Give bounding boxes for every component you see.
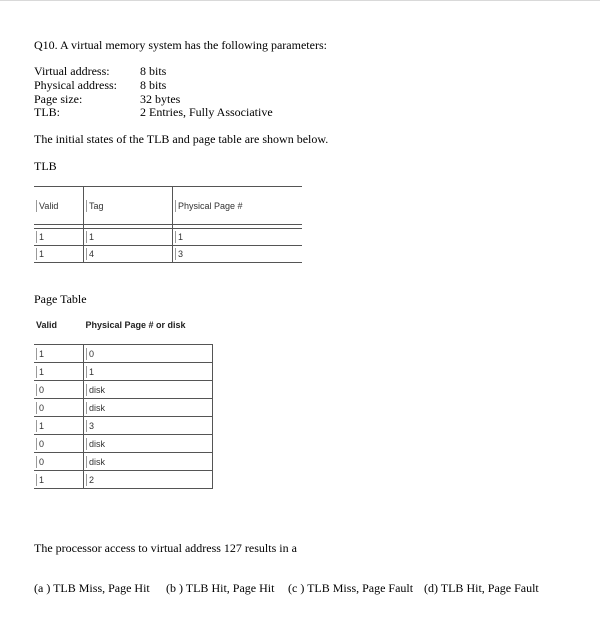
param-value: 32 bytes xyxy=(140,92,181,106)
table-cell: 0 xyxy=(34,399,84,417)
page-table-heading: Page Table xyxy=(34,292,87,306)
table-cell: 1 xyxy=(84,229,173,246)
table-cell: 3 xyxy=(84,417,213,435)
question-prompt: The processor access to virtual address 127 results in a xyxy=(34,541,297,555)
table-cell: 1 xyxy=(34,417,84,435)
choice-d: (d) TLB Hit, Page Fault xyxy=(424,581,539,595)
param-label: TLB: xyxy=(34,105,60,119)
param-value: 8 bits xyxy=(140,64,167,78)
param-value: 8 bits xyxy=(140,78,167,92)
table-cell: 1 xyxy=(34,345,84,363)
table-cell: 2 xyxy=(84,471,213,489)
table-cell: 3 xyxy=(173,246,303,263)
table-row xyxy=(34,381,213,399)
table-cell: disk xyxy=(84,435,213,453)
table-row xyxy=(34,417,213,435)
table-cell: 0 xyxy=(34,381,84,399)
column-header-physical-page-or-disk: Physical Page # or disk xyxy=(85,320,186,330)
table-cell: 1 xyxy=(34,363,84,381)
table-cell: 1 xyxy=(34,471,84,489)
choice-b: (b ) TLB Hit, Page Hit xyxy=(166,581,275,595)
param-label: Physical address: xyxy=(34,78,117,92)
page-table xyxy=(34,311,213,489)
choice-c: (c ) TLB Miss, Page Fault xyxy=(288,581,414,595)
column-header-physical-page: Physical Page # xyxy=(173,187,303,225)
table-cell: 4 xyxy=(84,246,173,263)
table-row xyxy=(34,453,213,471)
column-header-valid: Valid xyxy=(36,320,58,330)
table-header-row xyxy=(34,187,302,225)
table-cell: 0 xyxy=(34,435,84,453)
table-row xyxy=(34,345,213,363)
intro-text: The initial states of the TLB and page table are shown below. xyxy=(34,132,329,146)
table-header-row xyxy=(34,311,213,339)
param-value: 2 Entries, Fully Associative xyxy=(140,105,273,119)
table-cell: disk xyxy=(84,453,213,471)
table-row xyxy=(34,399,213,417)
top-rule xyxy=(0,0,600,1)
table-cell: disk xyxy=(84,399,213,417)
param-label: Page size: xyxy=(34,92,83,106)
table-row xyxy=(34,435,213,453)
table-row xyxy=(34,471,213,489)
table-cell: 1 xyxy=(34,246,84,263)
param-label: Virtual address: xyxy=(34,64,110,78)
table-cell: 1 xyxy=(173,229,303,246)
choice-a: (a ) TLB Miss, Page Hit xyxy=(34,581,150,595)
table-row xyxy=(34,229,302,246)
table-row xyxy=(34,363,213,381)
table-cell: 1 xyxy=(34,229,84,246)
table-cell: 1 xyxy=(84,363,213,381)
table-row xyxy=(34,246,302,263)
tlb-table xyxy=(34,186,302,263)
column-header-tag: Tag xyxy=(84,187,173,225)
table-cell: 0 xyxy=(34,453,84,471)
table-cell: 0 xyxy=(84,345,213,363)
table-cell: disk xyxy=(84,381,213,399)
question-title: Q10. A virtual memory system has the following parameters: xyxy=(34,38,327,52)
column-header-valid: Valid xyxy=(34,187,84,225)
tlb-heading: TLB xyxy=(34,159,57,173)
